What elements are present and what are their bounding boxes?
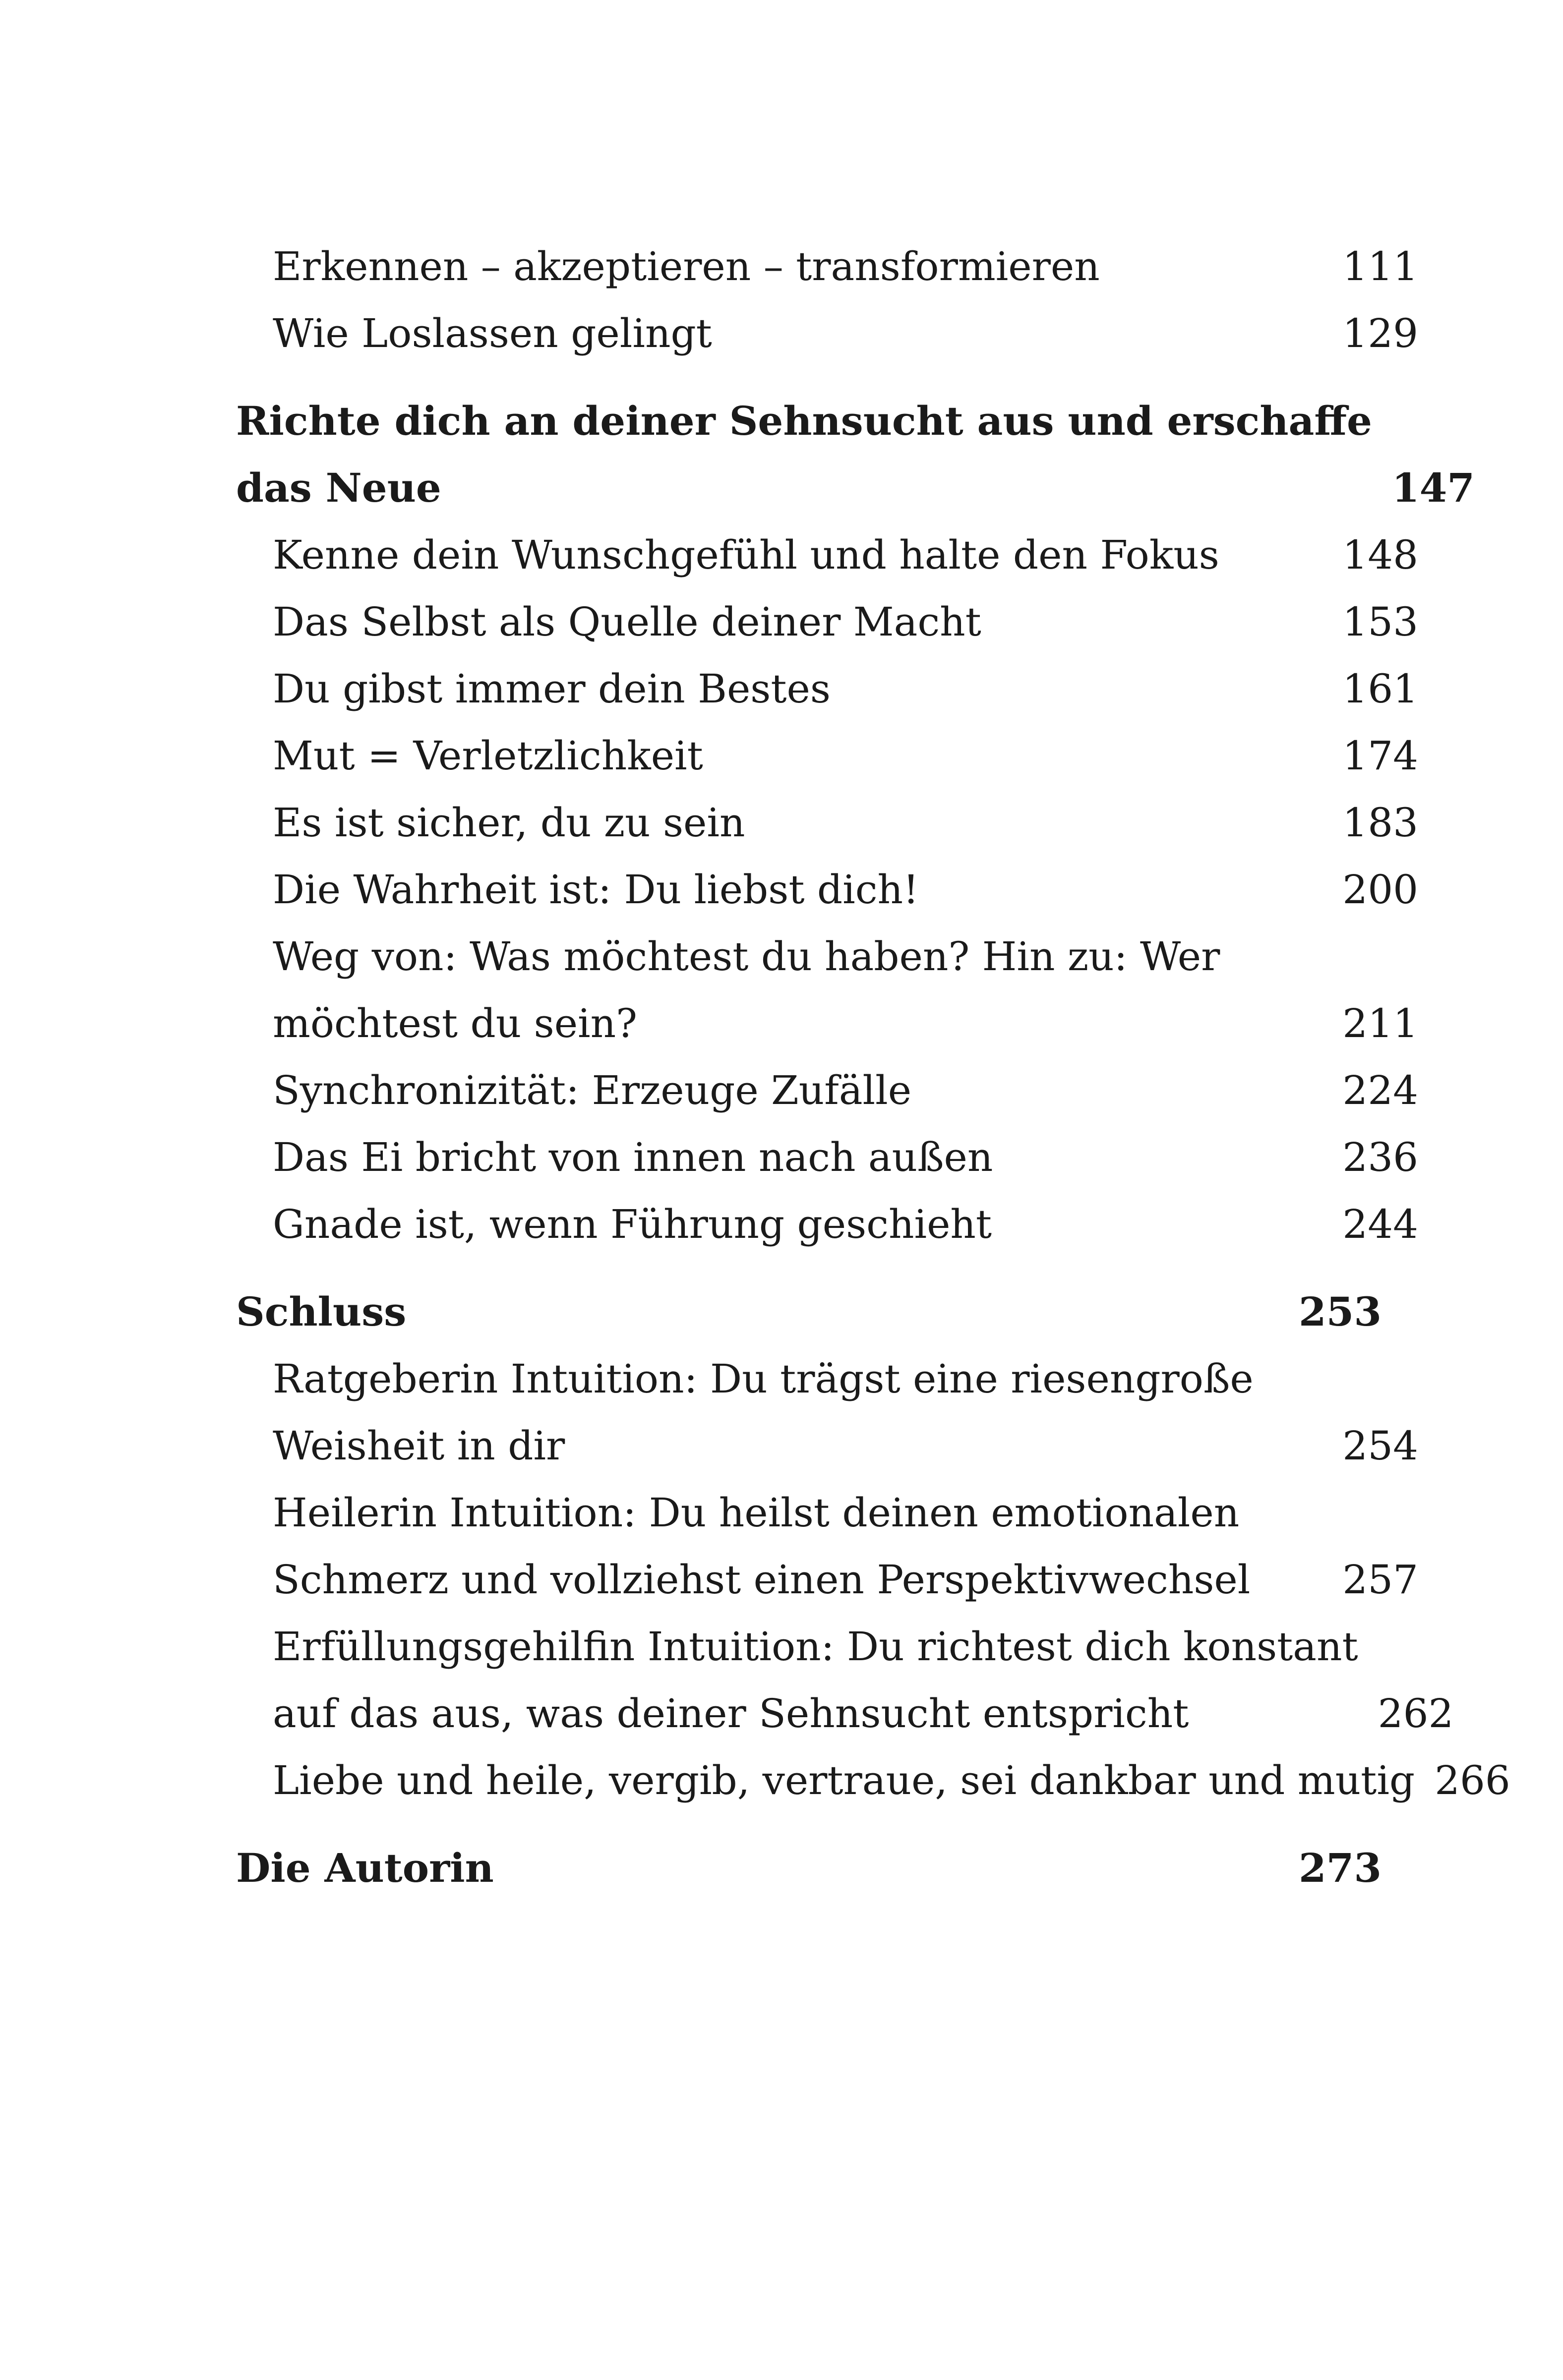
toc-entry-line: Schluss [236, 1288, 407, 1335]
toc-entry-title [273, 1057, 1323, 1124]
toc-entry[interactable] [236, 856, 1418, 923]
toc-chapter-title [236, 1835, 1279, 1902]
toc-entry[interactable] [236, 233, 1418, 300]
toc-entry-title [273, 1345, 1323, 1479]
toc-chapter-entry[interactable] [236, 1278, 1382, 1345]
toc-entry[interactable] [236, 588, 1418, 655]
toc-entry-line: Synchronizität: Erzeuge Zufälle [273, 1067, 912, 1113]
toc-entry-title [273, 233, 1323, 300]
toc-entry[interactable] [236, 789, 1418, 856]
toc-page-number: 174 [1342, 733, 1418, 779]
toc-entry[interactable] [236, 1613, 1454, 1747]
toc-entry-title [273, 300, 1323, 367]
toc-entry-title [273, 1747, 1415, 1814]
toc-entry[interactable] [236, 1345, 1418, 1479]
toc-entry-title [273, 655, 1323, 722]
toc-page-number: 224 [1342, 1067, 1418, 1113]
toc-chapter-entry[interactable] [236, 388, 1475, 522]
toc-entry-line: Kenne dein Wunschgefühl und halte den Fokus [273, 532, 1219, 578]
toc-page-number: 183 [1342, 800, 1418, 846]
toc-entry-line: Erkennen – akzeptieren – transformieren [273, 243, 1100, 290]
toc-entry-line: Es ist sicher, du zu sein [273, 800, 745, 846]
toc-page-number: 236 [1342, 1134, 1418, 1180]
toc-entry-title [273, 1613, 1358, 1747]
toc-entry-line: Heilerin Intuition: Du heilst deinen emotionalen [273, 1490, 1240, 1536]
toc-entry[interactable] [236, 1479, 1418, 1613]
toc-entry[interactable] [236, 1191, 1418, 1258]
toc-entry-line: Weisheit in dir [273, 1423, 565, 1469]
toc-page-number: 153 [1342, 599, 1418, 645]
toc-page-number: 148 [1342, 532, 1418, 578]
toc-page-number: 244 [1342, 1201, 1418, 1247]
toc-entry-line: das Neue [236, 464, 441, 511]
toc-entry-line: Richte dich an deiner Sehnsucht aus und erschaffe [236, 398, 1372, 444]
toc-entry[interactable] [236, 655, 1418, 722]
toc-page-number: 147 [1391, 464, 1475, 511]
toc-entry[interactable] [236, 522, 1418, 588]
toc-entry-line: möchtest du sein? [273, 1000, 638, 1046]
toc-entry-title [273, 856, 1323, 923]
table-of-contents [236, 233, 1510, 1902]
toc-entry-line: Schmerz und vollziehst einen Perspektivwechsel [273, 1557, 1251, 1603]
toc-page-number: 200 [1342, 867, 1418, 913]
toc-entry-line: Weg von: Was möchtest du haben? Hin zu: Wer [273, 933, 1220, 980]
toc-entry-title [273, 923, 1323, 1057]
toc-entry-line: Das Selbst als Quelle deiner Macht [273, 599, 981, 645]
toc-page-number: 257 [1342, 1557, 1418, 1603]
toc-page-number: 262 [1378, 1690, 1454, 1737]
toc-entry[interactable] [236, 1747, 1510, 1814]
toc-page-number: 211 [1342, 1000, 1418, 1046]
toc-page-number: 129 [1342, 310, 1418, 356]
toc-chapter-title [236, 1278, 1279, 1345]
toc-entry-line: Das Ei bricht von innen nach außen [273, 1134, 993, 1180]
toc-entry-title [273, 1124, 1323, 1191]
toc-entry-title [273, 789, 1323, 856]
toc-entry-line: Erfüllungsgehilfin Intuition: Du richtest dich konstant [273, 1624, 1358, 1670]
toc-entry[interactable] [236, 722, 1418, 789]
toc-entry[interactable] [236, 923, 1418, 1057]
toc-entry-line: Du gibst immer dein Bestes [273, 666, 831, 712]
toc-entry-title [273, 588, 1323, 655]
toc-page-number: 253 [1299, 1288, 1382, 1335]
toc-entry-title [273, 522, 1323, 588]
toc-entry-title [273, 1191, 1323, 1258]
toc-page-number: 266 [1435, 1757, 1510, 1803]
toc-entry[interactable] [236, 300, 1418, 367]
toc-entry[interactable] [236, 1124, 1418, 1191]
toc-entry-title [273, 722, 1323, 789]
toc-entry-line: Mut = Verletzlichkeit [273, 733, 703, 779]
toc-entry[interactable] [236, 1057, 1418, 1124]
toc-entry-line: Liebe und heile, vergib, vertraue, sei dankbar und mutig [273, 1757, 1415, 1803]
toc-entry-title [273, 1479, 1323, 1613]
toc-entry-line: Ratgeberin Intuition: Du trägst eine riesengroße [273, 1356, 1254, 1402]
toc-page-number: 273 [1299, 1845, 1382, 1891]
toc-page-number: 111 [1342, 243, 1418, 290]
toc-entry-line: Die Autorin [236, 1845, 494, 1891]
toc-page-number: 254 [1342, 1423, 1418, 1469]
toc-page-number: 161 [1342, 666, 1418, 712]
toc-entry-line: Gnade ist, wenn Führung geschieht [273, 1201, 992, 1247]
toc-chapter-title [236, 388, 1372, 522]
toc-entry-line: Wie Loslassen gelingt [273, 310, 712, 356]
toc-chapter-entry[interactable] [236, 1835, 1382, 1902]
toc-entry-line: Die Wahrheit ist: Du liebst dich! [273, 867, 919, 913]
toc-entry-line: auf das aus, was deiner Sehnsucht entspricht [273, 1690, 1189, 1737]
